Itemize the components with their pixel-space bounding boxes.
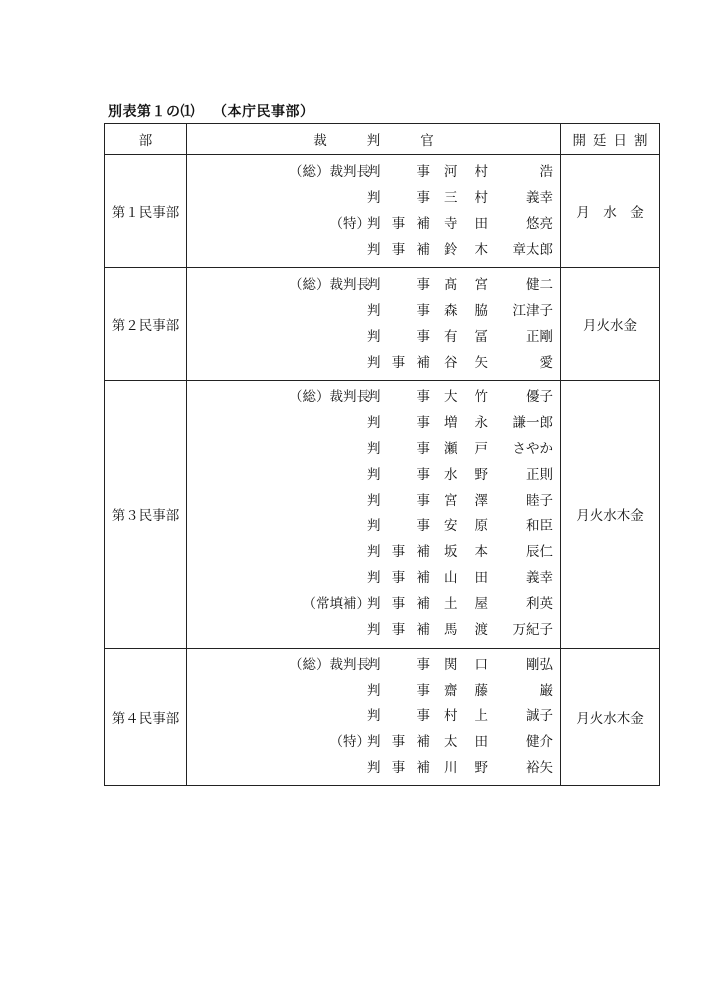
judge-given-name: 睦子 (526, 492, 553, 509)
judge-title: 判事 (367, 414, 430, 431)
judge-family-name: 鈴木 (444, 242, 488, 258)
court-days: 月火水金 (561, 268, 660, 381)
judge-title: 判事補 (367, 544, 430, 561)
court-schedule-table (104, 123, 660, 786)
judge-title: 判事 (367, 190, 430, 206)
judge-family-name: 森脇 (444, 303, 488, 319)
judge-title: 判事補 (367, 759, 430, 776)
schedule-body (105, 155, 660, 786)
judge-title: 判事補 (367, 570, 430, 587)
judge-given-name: 和臣 (526, 518, 553, 535)
judge-entry (187, 350, 560, 376)
header-judges: 裁判官 (187, 124, 561, 155)
judge-family-name: 河村 (444, 164, 488, 180)
judge-role: （常填補） (302, 596, 370, 613)
judge-given-name: 章太郎 (512, 242, 553, 258)
court-days: 月火水木金 (561, 381, 660, 649)
judge-given-name: 剛弘 (526, 656, 553, 673)
judge-family-name: 髙宮 (444, 277, 488, 293)
judge-title: 判事 (367, 329, 430, 345)
court-days: 月火水木金 (561, 648, 660, 785)
judge-entry (187, 437, 560, 463)
judge-given-name: 悠亮 (526, 216, 553, 232)
judge-given-name: 裕矢 (526, 759, 553, 776)
judge-family-name: 坂本 (444, 544, 488, 561)
judge-family-name: 増永 (444, 414, 488, 431)
judge-title: 判事 (367, 389, 430, 405)
judge-role: （特） (329, 733, 370, 750)
judge-role: （総）裁判長 (289, 277, 370, 293)
judge-title: 判事 (367, 656, 430, 673)
judge-entry (187, 618, 560, 644)
judge-given-name: 健二 (526, 277, 553, 293)
judge-entry (187, 489, 560, 515)
page-title: 別表第１の⑴ (108, 104, 195, 120)
judge-given-name: 正則 (526, 466, 553, 483)
judge-entry (187, 237, 560, 263)
judge-title: 判事補 (367, 242, 430, 258)
judge-title: 判事補 (367, 216, 430, 232)
judge-title: 判事 (367, 492, 430, 509)
judge-family-name: 山田 (444, 570, 488, 587)
judge-family-name: 村上 (444, 708, 488, 725)
judge-given-name: 正剛 (526, 329, 553, 345)
judge-entry (187, 411, 560, 437)
header-court-days: 開廷日割 (561, 124, 660, 155)
court-days: 月 水 金 (561, 155, 660, 268)
judge-entry (187, 185, 560, 211)
judge-title: 判事 (367, 682, 430, 699)
judge-family-name: 土屋 (444, 596, 488, 613)
judge-title: 判事 (367, 303, 430, 319)
judge-title: 判事補 (367, 622, 430, 639)
judge-title: 判事補 (367, 733, 430, 750)
judge-list (187, 155, 561, 268)
judge-entry (187, 540, 560, 566)
department-name: 第４民事部 (105, 648, 187, 785)
judge-entry (187, 653, 560, 679)
judge-title: 判事 (367, 708, 430, 725)
judge-entry (187, 566, 560, 592)
judge-entry (187, 730, 560, 756)
header-department: 部 (105, 124, 187, 155)
judge-title: 判事 (367, 164, 430, 180)
judge-family-name: 川野 (444, 759, 488, 776)
judge-given-name: 辰仁 (526, 544, 553, 561)
judge-family-name: 谷矢 (444, 355, 488, 371)
judge-title: 判事 (367, 518, 430, 535)
judge-role: （総）裁判長 (289, 164, 370, 180)
judge-entry (187, 211, 560, 237)
judge-entry (187, 592, 560, 618)
judge-title: 判事 (367, 440, 430, 457)
judge-given-name: 巌 (539, 682, 553, 699)
judge-given-name: 江津子 (512, 303, 553, 319)
judge-given-name: 義幸 (526, 190, 553, 206)
judge-given-name: 利英 (526, 596, 553, 613)
judge-family-name: 有冨 (444, 329, 488, 345)
judge-entry (187, 159, 560, 185)
judge-family-name: 宮澤 (444, 492, 488, 509)
judge-family-name: 関口 (444, 656, 488, 673)
judge-given-name: 誠子 (526, 708, 553, 725)
judge-given-name: 優子 (526, 389, 553, 405)
judge-family-name: 寺田 (444, 216, 488, 232)
judge-entry (187, 463, 560, 489)
judge-family-name: 齋藤 (444, 682, 488, 699)
judge-given-name: 健介 (526, 733, 553, 750)
judge-family-name: 安原 (444, 518, 488, 535)
department-row (105, 648, 660, 785)
judge-title: 判事補 (367, 596, 430, 613)
judge-family-name: 水野 (444, 466, 488, 483)
judge-list (187, 381, 561, 649)
judge-given-name: さやか (512, 440, 553, 457)
judge-entry (187, 679, 560, 705)
judge-family-name: 太田 (444, 733, 488, 750)
judge-given-name: 義幸 (526, 570, 553, 587)
judge-title: 判事 (367, 277, 430, 293)
judge-entry (187, 514, 560, 540)
department-row (105, 268, 660, 381)
page-heading (108, 101, 315, 121)
judge-entry (187, 298, 560, 324)
judge-list (187, 268, 561, 381)
table-header-row (105, 124, 660, 155)
judge-given-name: 万紀子 (512, 622, 553, 639)
judge-role: （総）裁判長 (289, 656, 370, 673)
judge-role: （総）裁判長 (289, 389, 370, 405)
judge-entry (187, 272, 560, 298)
judge-family-name: 大竹 (444, 389, 488, 405)
judge-entry (187, 756, 560, 782)
department-name: 第３民事部 (105, 381, 187, 649)
department-name: 第１民事部 (105, 155, 187, 268)
judge-given-name: 愛 (539, 355, 553, 371)
page-subtitle: （本庁民事部） (213, 104, 315, 120)
judge-given-name: 謙一郎 (512, 414, 553, 431)
department-row (105, 381, 660, 649)
judge-given-name: 浩 (539, 164, 553, 180)
department-row (105, 155, 660, 268)
department-name: 第２民事部 (105, 268, 187, 381)
judge-role: （特） (329, 216, 370, 232)
judge-family-name: 三村 (444, 190, 488, 206)
judge-title: 判事補 (367, 355, 430, 371)
judge-entry (187, 385, 560, 411)
judge-list (187, 648, 561, 785)
judge-family-name: 瀬戸 (444, 440, 488, 457)
judge-entry (187, 704, 560, 730)
judge-title: 判事 (367, 466, 430, 483)
judge-entry (187, 324, 560, 350)
judge-family-name: 馬渡 (444, 622, 488, 639)
